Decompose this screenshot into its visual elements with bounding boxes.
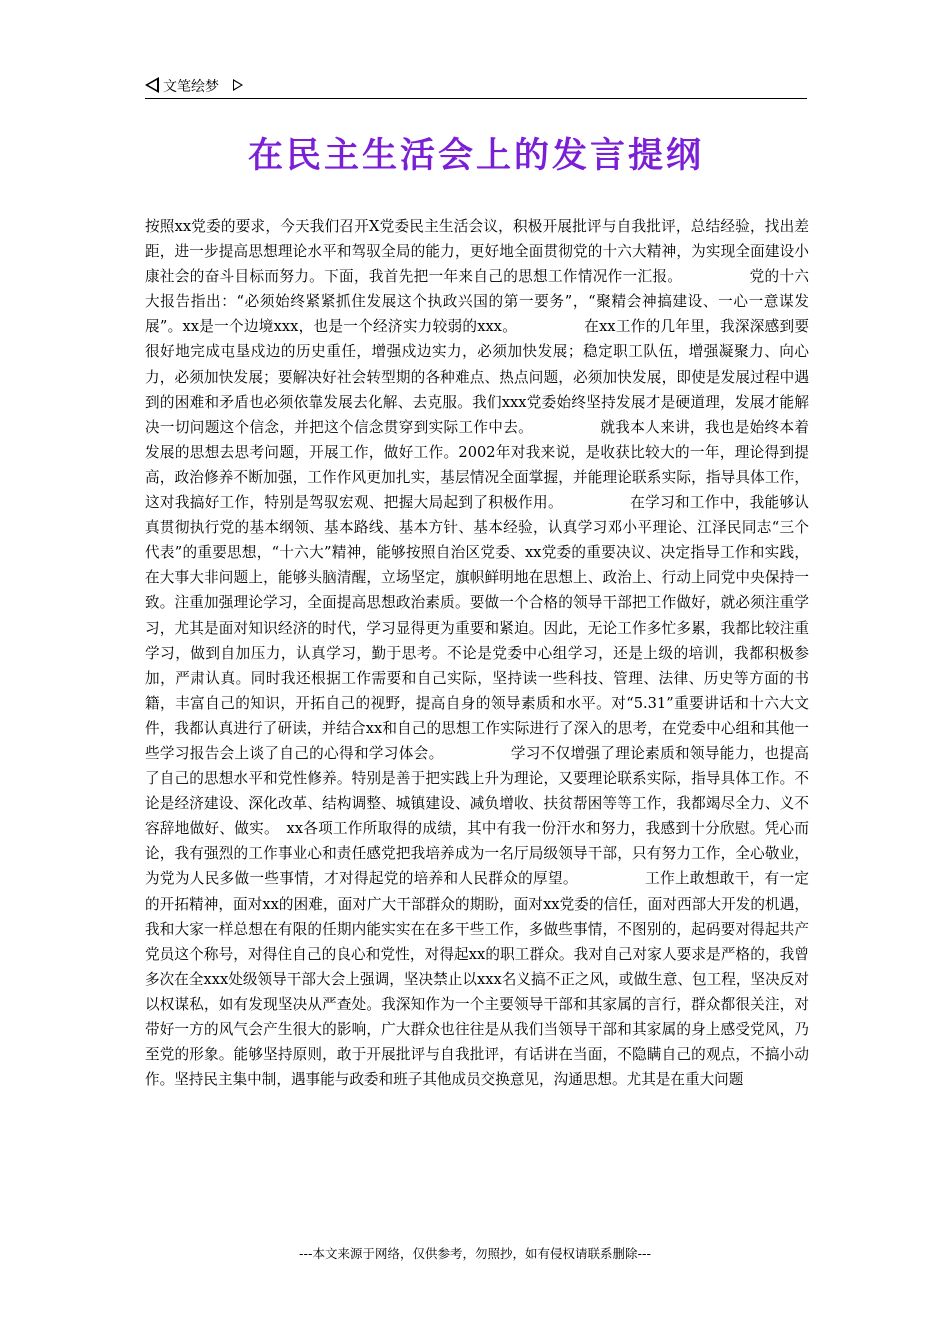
triangle-left-icon-inner [148,80,157,90]
document-title: 在民主生活会上的发言提纲 [247,135,704,176]
header-brand: 文笔绘梦 [163,79,219,95]
document-body: 按照xx党委的要求，今天我们召开X党委民主生活会议，积极开展批评与自我批评，总结经验，找出差距，进一步提高思想理论水平和驾驭全局的能力，更好地全面贯彻党的十六大精神，为实现全面建设小康社会的奋斗目标而努力。下面，我首先把一年来自己的思想工作情况作一汇报。 党的十六大报告指出：“必须始终紧紧抓住发展这个执政兴国的第一要务”，“聚精会神搞建设、一心一意谋发展”。xx是一个边境xxx，也是一个经济实力较弱的xxx。 在xx工作的几年里，我深深感到要很好地完成屯垦戍边的历史重任，增强戍边实力，必须加快发展；稳定职工队伍，增强凝聚力、向心力，必须加快发展；要解决好社会转型期的各种难点、热点问题，必须加快发展，即使是发展过程中遇到的困难和矛盾也必须依靠发展去化解、去克服。我们xxx党委始终坚持发展才是硬道理，发展才能解决一切问题这个信念，并把这个信念贯穿到实际工作中去。 就我本人来讲，我也是始终本着发展的思想去思考问题，开展工作，做好工作。2002年对我来说，是收获比较大的一年，理论得到提高，政治修养不断加强，工作作风更加扎实，基层情况全面掌握，并能理论联系实际，指导具体工作，这对我搞好工作，特别是驾驭宏观、把握大局起到了积极作用。 在学习和工作中，我能够认真贯彻执行党的基本纲领、基本路线、基本方针、基本经验，认真学习邓小平理论、江泽民同志“三个代表”的重要思想，“十六大”精神，能够按照自治区党委、xx党委的重要决议、决定指导工作和实践，在大事大非问题上，能够头脑清醒，立场坚定，旗帜鲜明地在思想上、政治上、行动上同党中央保持一致。注重加强理论学习，全面提高思想政治素质。要做一个合格的领导干部把工作做好，就必须注重学习，尤其是面对知识经济的时代，学习显得更为重要和紧迫。因此，无论工作多忙多累，我都比较注重学习，做到自加压力，认真学习，勤于思考。不论是党委中心组学习，还是上级的培训，我都积极参加，严肃认真。同时我还根据工作需要和自己实际，坚持读一些科技、管理、法律、历史等方面的书籍，丰富自己的知识，开拓自己的视野，提高自身的领导素质和水平。对“5.31”重要讲话和十六大文件，我都认真进行了研读，并结合xx和自己的思想工作实际进行了深入的思考，在党委中心组和其他一些学习报告会上谈了自己的心得和学习体会。 学习不仅增强了理论素质和领导能力，也提高了自己的思想水平和党性修养。特别是善于把实践上升为理论，又要理论联系实际，指导具体工作。不论是经济建设、深化改革、结构调整、城镇建设、减负增收、扶贫帮困等等工作，我都竭尽全力、义不容辞地做好、做实。 xx各项工作所取得的成绩，其中有我一份汗水和努力，我感到十分欣慰。凭心而论，我有强烈的工作事业心和责任感党把我培养成为一名厅局级领导干部，只有努力工作，全心敬业，为党为人民多做一些事情，才对得起党的培养和人民群众的厚望。 工作上敢想敢干，有一定的开拓精神，面对xx的困难，面对广大干部群众的期盼，面对xx党委的信任，面对西部大开发的机遇，我和大家一样总想在有限的任期内能实实在在多干些工作，多做些事情，不图别的，起码要对得起共产党员这个称号，对得住自己的良心和党性，对得起xx的职工群众。我对自己对家人要求是严格的，我曾多次在全xxx处级领导干部大会上强调，坚决禁止以xxx名义搞不正之风，或做生意、包工程，坚决反对以权谋私，如有发现坚决从严查处。我深知作为一个主要领导干部和其家属的言行，群众都很关注，对带好一方的风气会产生很大的影响，广大群众也往往是从我们当领导干部和其家属的身上感受党风，乃至党的形象。能够坚持原则，敢于开展批评与自我批评，有话讲在当面，不隐瞒自己的观点，不搞小动作。坚持民主集中制，遇事能与政委和班子其他成员交换意见，沟通思想。尤其是在重大问题 [145,218,809,1089]
footer-notice: ---本文来源于网络，仅供参考，勿照抄，如有侵权请联系删除--- [298,1246,652,1261]
header-divider [145,98,807,99]
page-header [145,74,807,98]
triangle-right-icon-inner [234,81,241,89]
